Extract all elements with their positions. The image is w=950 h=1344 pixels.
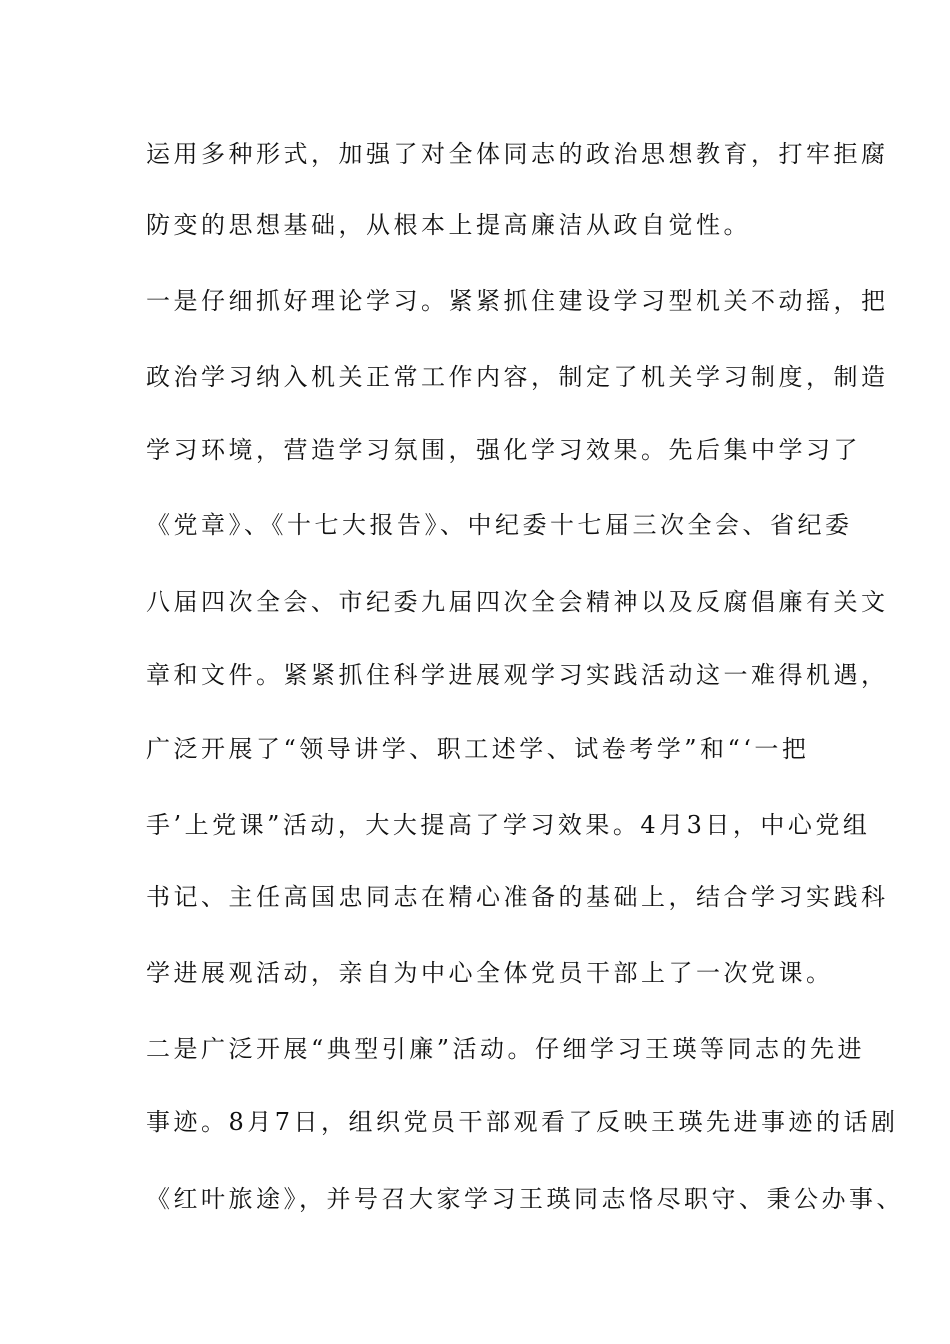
text-line: 八届四次全会、市纪委九届四次全会精神以及反腐倡廉有关文: [146, 588, 889, 616]
text-line: 一是仔细抓好理论学习。紧紧抓住建设学习型机关不动摇，把: [146, 287, 889, 315]
text-line: 《红叶旅途》，并号召大家学习王瑛同志恪尽职守、秉公办事、: [146, 1185, 904, 1213]
text-line: 手’上党课”活动，大大提高了学习效果。4月3日，中心党组: [146, 811, 871, 839]
text-line: 广泛开展了“领导讲学、职工述学、试卷考学”和“‘一把: [146, 735, 810, 763]
text-line: 二是广泛开展“典型引廉”活动。仔细学习王瑛等同志的先进: [146, 1035, 866, 1063]
text-line: 政治学习纳入机关正常工作内容，制定了机关学习制度，制造: [146, 363, 889, 391]
text-line: 《党章》、《十七大报告》、中纪委十七届三次全会、省纪委: [146, 511, 853, 539]
text-line: 运用多种形式，加强了对全体同志的政治思想教育，打牢拒腐: [146, 140, 889, 168]
text-line: 学进展观活动，亲自为中心全体党员干部上了一次党课。: [146, 959, 834, 987]
text-line: 事迹。8月7日，组织党员干部观看了反映王瑛先进事迹的话剧: [146, 1108, 899, 1136]
text-line: 章和文件。紧紧抓住科学进展观学习实践活动这一难得机遇，: [146, 661, 889, 689]
text-line: 书记、主任高国忠同志在精心准备的基础上，结合学习实践科: [146, 883, 889, 911]
text-line: 学习环境，营造学习氛围，强化学习效果。先后集中学习了: [146, 436, 861, 464]
text-line: 防变的思想基础，从根本上提高廉洁从政自觉性。: [146, 211, 751, 239]
